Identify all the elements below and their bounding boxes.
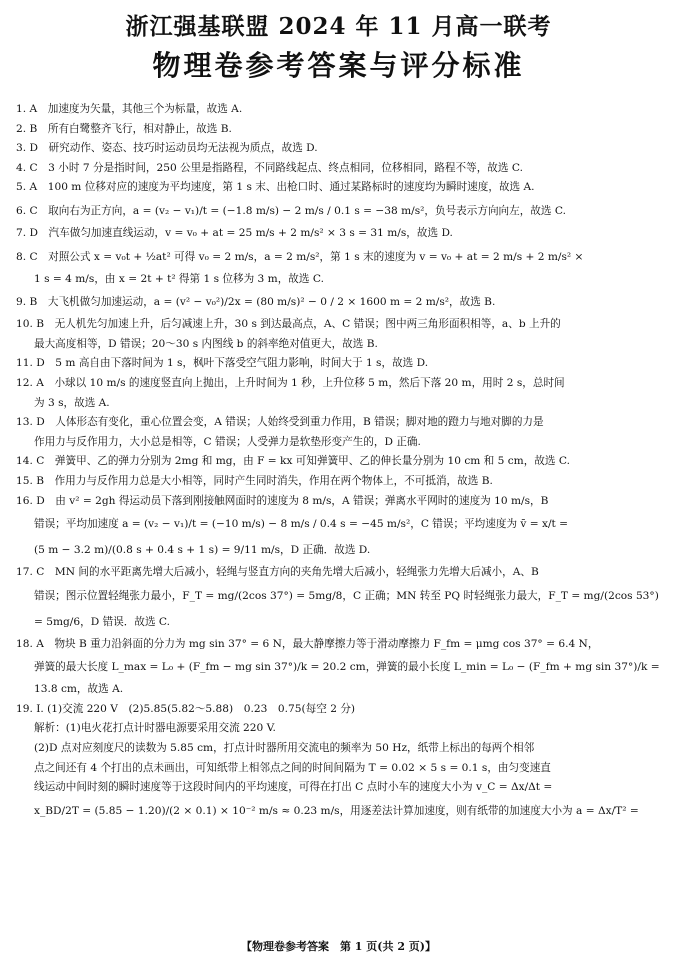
page-subtitle: 物理卷参考答案与评分标准 [152, 49, 525, 82]
answer-content [16, 100, 664, 824]
answer-line: = 5mg/6，D 错误．故选 C. [34, 615, 171, 628]
answer-line: 2. B 所有白鹭整齐飞行，相对静止，故选 B. [16, 122, 232, 135]
answer-line: 最大高度相等，D 错误；20～30 s 内图线 b 的斜率绝对值更大，故选 B. [34, 337, 378, 350]
answer-line: 弹簧的最大长度 L_max = L₀ + (F_fm − mg sin 37°)/k = 20.2 cm，弹簧的最小长度 L_min = L₀ − (F_fm + mg sin 37°)/k = [34, 661, 660, 674]
answer-line: (2)D 点对应刻度尺的读数为 5.85 cm，打点计时器所用交流电的频率为 50 Hz，纸带上标出的每两个相邻 [34, 742, 535, 755]
answer-line: 为 3 s，故选 A. [34, 396, 110, 409]
answer-line: 6. C 取向右为正方向，a = (v₂ − v₁)/t = (−1.8 m/s) − 2 m/s / 0.1 s = −38 m/s²，负号表示方向向左，故选 C. [16, 204, 566, 217]
answer-line: 13. D 人体形态有变化，重心位置会变，A 错误；人始终受到重力作用，B 错误；脚对地的蹬力与地对脚的力是 [16, 416, 544, 429]
answer-line: 13.8 cm，故选 A. [34, 683, 124, 696]
answer-line: 8. C 对照公式 x = v₀t + ½at² 可得 v₀ = 2 m/s，a = 2 m/s²，第 1 s 末的速度为 v = v₀ + at = 2 m/s + 2 m/s² × [16, 250, 584, 263]
page-footer: 【物理卷参考答案 第 1 页(共 2 页)】 [240, 940, 437, 953]
answer-line: 19. Ⅰ. (1)交流 220 V (2)5.85(5.82～5.88) 0.23 0.75(每空 2 分) [16, 702, 356, 715]
answer-line: 3. D 研究动作、姿态、技巧时运动员均无法视为质点，故选 D. [16, 142, 318, 155]
answer-line: (5 m − 3.2 m)/(0.8 s + 0.4 s + 1 s) = 9/11 m/s，D 正确．故选 D. [34, 544, 371, 557]
answer-line: 解析：(1)电火花打点计时器电源要采用交流 220 V. [34, 722, 276, 735]
answer-line: 11. D 5 m 高自由下落时间为 1 s，枫叶下落受空气阻力影响，时间大于 1 s，故选 D. [16, 357, 429, 370]
answer-line: 14. C 弹簧甲、乙的弹力分别为 2mg 和 mg，由 F = kx 可知弹簧甲、乙的伸长量分别为 10 cm 和 5 cm，故选 C. [16, 455, 570, 468]
answer-line: 1 s = 4 m/s，由 x = 2t + t² 得第 1 s 位移为 3 m，故选 C. [34, 272, 324, 285]
page-title: 浙江强基联盟 2024 年 11 月高一联考 [125, 13, 552, 40]
answer-line: 错误；图示位置轻绳张力最小，F_T = mg/(2cos 37°) = 5mg/8，C 正确；MN 转至 PQ 时轻绳张力最大，F_T = mg/(2cos 53°) [34, 589, 659, 602]
answer-line: 16. D 由 v² = 2gh 得运动员下落到刚接触网面时的速度为 8 m/s，A 错误；弹离水平网时的速度为 10 m/s，B [16, 494, 549, 507]
answer-line: 9. B 大飞机做匀加速运动，a = (v² − v₀²)/2x = (80 m/s)² − 0 / 2 × 1600 m = 2 m/s²，故选 B. [16, 296, 496, 309]
answer-line: 1. A 加速度为矢量，其他三个为标量，故选 A. [16, 103, 243, 115]
answer-line: 5. A 100 m 位移对应的速度为平均速度，第 1 s 末、出枪口时、通过某路标时的速度均为瞬时速度，故选 A. [16, 181, 535, 194]
answer-line: 15. B 作用力与反作用力总是大小相等，同时产生同时消失，作用在两个物体上，不可抵消，故选 B. [16, 474, 493, 487]
answer-line: 10. B 无人机先匀加速上升，后匀减速上升，30 s 到达最高点，A、C 错误；图中两三角形面积相等，a、b 上升的 [16, 318, 561, 331]
answer-line: 12. A 小球以 10 m/s 的速度竖直向上抛出，上升时间为 1 秒，上升位移 5 m，然后下落 20 m，用时 2 s，总时间 [16, 376, 565, 389]
answer-line: 7. D 汽车做匀加速直线运动，v = v₀ + at = 25 m/s + 2 m/s² × 3 s = 31 m/s，故选 D. [16, 226, 453, 239]
answer-line: 18. A 物块 B 重力沿斜面的分力为 mg sin 37° = 6 N，最大静摩擦力等于滑动摩擦力 F_fm = μmg cos 37° = 6.4 N， [16, 637, 599, 650]
answer-line: 17. C MN 间的水平距离先增大后减小，轻绳与竖直方向的夹角先增大后减小，轻绳张力先增大后减小，A、B [16, 566, 539, 579]
answer-line: 点之间还有 4 个打出的点未画出，可知纸带上相邻点之间的时间间隔为 T = 0.02 × 5 s = 0.1 s，由匀变速直 [34, 761, 551, 774]
answer-line: 线运动中间时刻的瞬时速度等于这段时间内的平均速度，可得在打出 C 点时小车的速度大小为 v_C = Δx/Δt = [34, 781, 553, 794]
answer-line: 错误；平均加速度 a = (v₂ − v₁)/t = (−10 m/s) − 8 m/s / 0.4 s = −45 m/s²，C 错误；平均速度为 v̄ = x/t = [34, 518, 569, 531]
answer-line: x_BD/2T = (5.85 − 1.20)/(2 × 0.1) × 10⁻² m/s ≈ 0.23 m/s，用逐差法计算加速度，则有纸带的加速度大小为 a = Δx/T² = [34, 804, 639, 817]
answer-line: 4. C 3 小时 7 分是指时间，250 公里是指路程，不同路线起点、终点相同，位移相同，路程不等，故选 C. [16, 161, 523, 174]
answer-line: 作用力与反作用力，大小总是相等，C 错误；人受弹力是软垫形变产生的，D 正确. [34, 435, 421, 448]
